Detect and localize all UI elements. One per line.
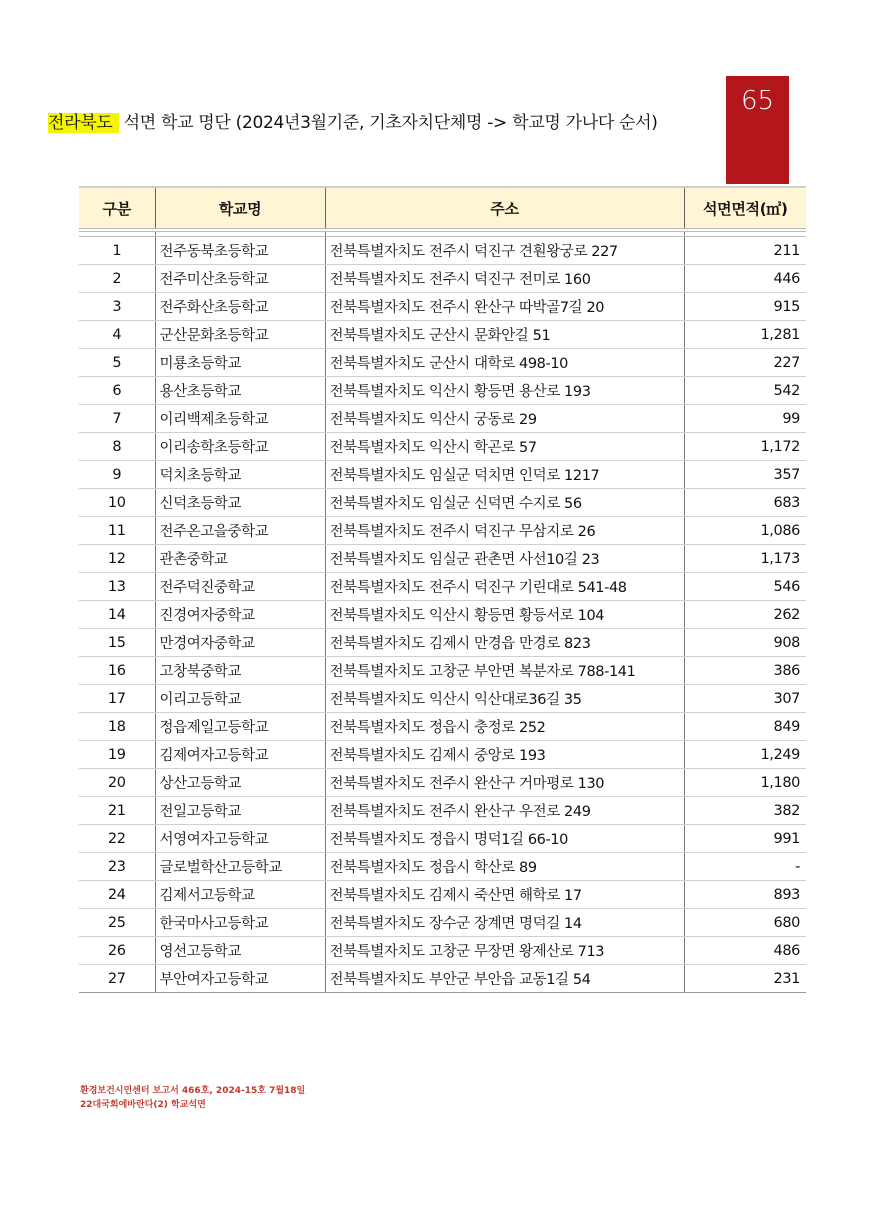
cell-school-name: 김제서고등학교: [155, 881, 325, 909]
cell-school-name: 관촌중학교: [155, 545, 325, 573]
cell-address: 전북특별자치도 고창군 부안면 복분자로 788-141: [325, 657, 684, 685]
cell-school-name: 신덕초등학교: [155, 489, 325, 517]
cell-no: 5: [79, 349, 155, 377]
table-row: [79, 825, 806, 853]
cell-school-name: 미룡초등학교: [155, 349, 325, 377]
cell-area: 991: [684, 825, 806, 853]
cell-address: 전북특별자치도 전주시 덕진구 기린대로 541-48: [325, 573, 684, 601]
cell-area: 231: [684, 965, 806, 993]
cell-school-name: 정읍제일고등학교: [155, 713, 325, 741]
title-text: 석면 학교 명단 (2024년3월기준, 기초자치단체명 -> 학교명 가나다 순서): [123, 113, 658, 133]
cell-area: 99: [684, 405, 806, 433]
cell-area: 680: [684, 909, 806, 937]
cell-no: 21: [79, 797, 155, 825]
cell-area: 683: [684, 489, 806, 517]
cell-school-name: 부안여자고등학교: [155, 965, 325, 993]
cell-area: 546: [684, 573, 806, 601]
table-row: [79, 713, 806, 741]
cell-school-name: 서영여자고등학교: [155, 825, 325, 853]
school-table-container: [79, 186, 806, 993]
cell-school-name: 전주미산초등학교: [155, 265, 325, 293]
cell-no: 7: [79, 405, 155, 433]
table-row: [79, 741, 806, 769]
table-header-row: [79, 188, 806, 230]
table-row: [79, 517, 806, 545]
cell-address: 전북특별자치도 군산시 문화안길 51: [325, 321, 684, 349]
cell-school-name: 고창북중학교: [155, 657, 325, 685]
cell-address: 전북특별자치도 전주시 덕진구 견훤왕궁로 227: [325, 237, 684, 265]
cell-school-name: 김제여자고등학교: [155, 741, 325, 769]
cell-school-name: 전주온고을중학교: [155, 517, 325, 545]
cell-no: 16: [79, 657, 155, 685]
cell-area: 386: [684, 657, 806, 685]
table-row: [79, 965, 806, 993]
cell-address: 전북특별자치도 임실군 신덕면 수지로 56: [325, 489, 684, 517]
cell-address: 전북특별자치도 전주시 덕진구 전미로 160: [325, 265, 684, 293]
cell-area: 446: [684, 265, 806, 293]
cell-no: 17: [79, 685, 155, 713]
cell-no: 24: [79, 881, 155, 909]
cell-no: 12: [79, 545, 155, 573]
cell-school-name: 진경여자중학교: [155, 601, 325, 629]
cell-address: 전북특별자치도 군산시 대학로 498-10: [325, 349, 684, 377]
table-row: [79, 433, 806, 461]
cell-school-name: 한국마사고등학교: [155, 909, 325, 937]
cell-no: 10: [79, 489, 155, 517]
table-row: [79, 321, 806, 349]
cell-school-name: 글로벌학산고등학교: [155, 853, 325, 881]
cell-no: 23: [79, 853, 155, 881]
footer-note: [80, 1084, 305, 1112]
header-area: 석면면적(㎡): [684, 188, 806, 230]
cell-school-name: 덕치초등학교: [155, 461, 325, 489]
table-row: [79, 769, 806, 797]
page-number-tab: [726, 76, 789, 184]
cell-no: 8: [79, 433, 155, 461]
cell-address: 전북특별자치도 부안군 부안읍 교동1길 54: [325, 965, 684, 993]
header-address: 주소: [325, 188, 684, 230]
cell-no: 13: [79, 573, 155, 601]
cell-school-name: 군산문화초등학교: [155, 321, 325, 349]
cell-school-name: 전일고등학교: [155, 797, 325, 825]
table-row: [79, 237, 806, 265]
table-row: [79, 797, 806, 825]
cell-area: 211: [684, 237, 806, 265]
cell-no: 14: [79, 601, 155, 629]
table-row: [79, 629, 806, 657]
cell-address: 전북특별자치도 익산시 학곤로 57: [325, 433, 684, 461]
cell-no: 18: [79, 713, 155, 741]
cell-address: 전북특별자치도 전주시 완산구 따박골7길 20: [325, 293, 684, 321]
table-row: [79, 657, 806, 685]
cell-address: 전북특별자치도 익산시 황등면 용산로 193: [325, 377, 684, 405]
cell-address: 전북특별자치도 익산시 황등면 황등서로 104: [325, 601, 684, 629]
cell-address: 전북특별자치도 임실군 덕치면 인덕로 1217: [325, 461, 684, 489]
table-row: [79, 405, 806, 433]
footer-line-2: 22대국회에바란다(2) 학교석면: [80, 1100, 206, 1110]
cell-area: 1,281: [684, 321, 806, 349]
cell-address: 전북특별자치도 김제시 만경읍 만경로 823: [325, 629, 684, 657]
table-row: [79, 545, 806, 573]
cell-area: 307: [684, 685, 806, 713]
cell-area: 1,172: [684, 433, 806, 461]
cell-address: 전북특별자치도 정읍시 충정로 252: [325, 713, 684, 741]
cell-school-name: 전주덕진중학교: [155, 573, 325, 601]
cell-no: 25: [79, 909, 155, 937]
cell-area: 1,180: [684, 769, 806, 797]
cell-no: 20: [79, 769, 155, 797]
cell-no: 11: [79, 517, 155, 545]
table-body: [79, 230, 806, 993]
cell-address: 전북특별자치도 임실군 관촌면 사선10길 23: [325, 545, 684, 573]
cell-no: 1: [79, 237, 155, 265]
cell-school-name: 영선고등학교: [155, 937, 325, 965]
table-row: [79, 909, 806, 937]
cell-no: 19: [79, 741, 155, 769]
cell-area: 1,173: [684, 545, 806, 573]
table-row: [79, 265, 806, 293]
table-row: [79, 881, 806, 909]
header-school-name: 학교명: [155, 188, 325, 230]
region-highlight: 전라북도: [48, 113, 119, 133]
cell-area: 893: [684, 881, 806, 909]
cell-address: 전북특별자치도 익산시 궁동로 29: [325, 405, 684, 433]
cell-area: 357: [684, 461, 806, 489]
cell-no: 2: [79, 265, 155, 293]
cell-address: 전북특별자치도 장수군 장계면 명덕길 14: [325, 909, 684, 937]
cell-area: 486: [684, 937, 806, 965]
cell-no: 15: [79, 629, 155, 657]
cell-area: 1,249: [684, 741, 806, 769]
cell-no: 26: [79, 937, 155, 965]
cell-address: 전북특별자치도 김제시 중앙로 193: [325, 741, 684, 769]
table-row: [79, 293, 806, 321]
cell-area: 382: [684, 797, 806, 825]
table-row: [79, 489, 806, 517]
cell-no: 3: [79, 293, 155, 321]
cell-area: 1,086: [684, 517, 806, 545]
cell-area: 915: [684, 293, 806, 321]
cell-school-name: 전주동북초등학교: [155, 237, 325, 265]
cell-no: 9: [79, 461, 155, 489]
cell-address: 전북특별자치도 전주시 덕진구 무삼지로 26: [325, 517, 684, 545]
cell-address: 전북특별자치도 고창군 무장면 왕제산로 713: [325, 937, 684, 965]
table-row: [79, 377, 806, 405]
cell-school-name: 이리백제초등학교: [155, 405, 325, 433]
cell-address: 전북특별자치도 정읍시 학산로 89: [325, 853, 684, 881]
asbestos-school-table: [79, 188, 806, 993]
cell-school-name: 상산고등학교: [155, 769, 325, 797]
cell-address: 전북특별자치도 김제시 죽산면 해학로 17: [325, 881, 684, 909]
footer-line-1: 환경보건시민센터 보고서 466호, 2024-15호 7월18일: [80, 1086, 306, 1096]
cell-area: 542: [684, 377, 806, 405]
cell-no: 27: [79, 965, 155, 993]
cell-area: -: [684, 853, 806, 881]
cell-school-name: 만경여자중학교: [155, 629, 325, 657]
cell-area: 849: [684, 713, 806, 741]
cell-address: 전북특별자치도 전주시 완산구 우전로 249: [325, 797, 684, 825]
cell-school-name: 용산초등학교: [155, 377, 325, 405]
cell-address: 전북특별자치도 익산시 익산대로36길 35: [325, 685, 684, 713]
table-row: [79, 685, 806, 713]
cell-address: 전북특별자치도 전주시 완산구 거마평로 130: [325, 769, 684, 797]
cell-address: 전북특별자치도 정읍시 명덕1길 66-10: [325, 825, 684, 853]
cell-no: 22: [79, 825, 155, 853]
table-row: [79, 853, 806, 881]
table-row: [79, 601, 806, 629]
page-number: 65: [740, 86, 775, 116]
page-title: [48, 108, 658, 133]
header-no: 구분: [79, 188, 155, 230]
cell-school-name: 전주화산초등학교: [155, 293, 325, 321]
table-row: [79, 461, 806, 489]
cell-area: 227: [684, 349, 806, 377]
cell-school-name: 이리송학초등학교: [155, 433, 325, 461]
table-row: [79, 349, 806, 377]
cell-area: 908: [684, 629, 806, 657]
cell-area: 262: [684, 601, 806, 629]
cell-no: 6: [79, 377, 155, 405]
table-row: [79, 937, 806, 965]
cell-school-name: 이리고등학교: [155, 685, 325, 713]
table-row: [79, 573, 806, 601]
cell-no: 4: [79, 321, 155, 349]
